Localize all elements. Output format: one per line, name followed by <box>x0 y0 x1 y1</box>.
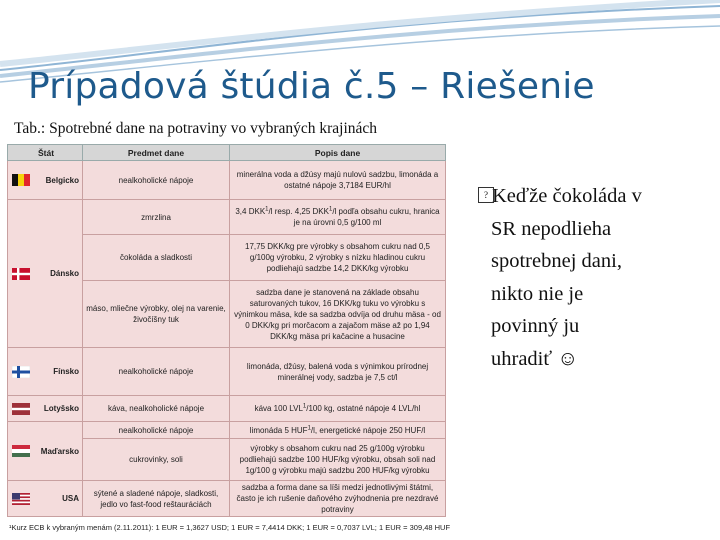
table-row <box>8 396 446 422</box>
latvia-flag-icon <box>12 403 30 415</box>
country-cell <box>8 161 83 200</box>
usa-flag-icon <box>12 493 30 505</box>
country-cell <box>8 348 83 396</box>
table-row <box>8 422 446 439</box>
country-name: USA <box>62 494 79 503</box>
country-name: Fínsko <box>53 367 79 376</box>
description-cell: sadzba dane je stanovená na základe obsahu saturovaných tukov, 16 DKK/kg tuku vo výrobku s výnimkou mäsa, kde sa sadzba odvíja od druhu mäsa - od 0 DKK/kg pri morčacom a zajačom mäse až po 1,94 DKK/kg mäsa pri kačacine a husacine <box>230 281 446 348</box>
country-name: Maďarsko <box>40 446 79 456</box>
bullet-line: uhradiť ☺ <box>491 347 579 370</box>
hungary-flag-icon <box>12 445 30 457</box>
description-cell: limonáda 5 HUF$^1$/l, energetické nápoje 250 HUF/l <box>230 422 446 439</box>
bullet-line: Keďže čokoláda v <box>492 185 642 207</box>
country-cell <box>8 481 83 517</box>
country-name: Belgicko <box>45 175 79 185</box>
subject-cell: máso, mliečne výrobky, olej na varenie, živočíšny tuk <box>83 281 230 348</box>
table-row <box>8 200 446 235</box>
description-cell: minerálna voda a džúsy majú nulovú sadzbu, limonáda a ostatné nápoje 3,7184 EUR/hl <box>230 161 446 200</box>
tax-table <box>7 144 446 517</box>
subject-cell: čokoláda a sladkosti <box>83 235 230 281</box>
description-cell: 17,75 DKK/kg pre výrobky s obsahom cukru nad 0,5 g/100g výrobku, 2 výrobky s nízku hladinou cukru podliehajú sadzbe 14,2 DKK/kg výrobku <box>230 235 446 281</box>
table-row <box>8 161 446 200</box>
header-subject: Predmet dane <box>83 145 230 161</box>
description-cell: sadzba a forma dane sa líši medzi jednotlivými štátmi, často je ich rušenie daňového zvýhodnenia pre nezdravé potraviny <box>230 481 446 517</box>
header-description: Popis dane <box>230 145 446 161</box>
table-footnote: ¹Kurz ECB k vybraným menám (2.11.2011): 1 EUR = 1,3627 USD; 1 EUR = 7,4414 DKK; 1 EUR = 0,7037 LVL; 1 EUR = 309,48 HUF <box>9 523 451 532</box>
tax-table-container <box>7 144 445 536</box>
description-cell: limonáda, džúsy, balená voda s výnimkou prírodnej minerálnej vody, sadzba je 7,5 ct/l <box>230 348 446 396</box>
bullet-line: spotrebnej dani, <box>491 250 622 272</box>
table-row <box>8 348 446 396</box>
country-name: Lotyšsko <box>43 404 79 413</box>
description-cell: výrobky s obsahom cukru nad 25 g/100g výrobku podliehajú sadzbe 100 HUF/kg výrobku, obsah soli nad 1g/100 g výrobku majú sadzbu 200 HUF/kg výrobku <box>230 439 446 481</box>
subject-cell: zmrzlina <box>83 200 230 235</box>
finland-flag-icon <box>12 366 30 378</box>
subject-cell: sýtené a sladené nápoje, sladkosti, jedlo vo fast-food reštauráciách <box>83 481 230 517</box>
header-state: Štát <box>8 145 83 161</box>
country-name: Dánsko <box>50 269 79 278</box>
slide-title: Prípadová štúdia č.5 – Riešenie <box>28 66 595 107</box>
bullet-line: nikto nie je <box>491 282 584 305</box>
bullet-line: povinný ju <box>491 315 580 337</box>
description-cell: káva 100 LVL$^1$/100 kg, ostatné nápoje 4 LVL/hl <box>230 396 446 422</box>
bullet-text-block <box>478 180 708 375</box>
table-caption: Tab.: Spotrebné dane na potraviny vo vybraných krajinách <box>14 120 378 137</box>
description-cell: 3,4 DKK$^1$/l resp. 4,25 DKK$^1$/l podľa obsahu cukru, hranica je na úrovni 0,5 g/100 ml <box>230 200 446 235</box>
subject-cell: nealkoholické nápoje <box>83 161 230 200</box>
bullet-line: SR nepodlieha <box>491 217 612 240</box>
subject-cell: nealkoholické nápoje <box>83 348 230 396</box>
country-cell <box>8 396 83 422</box>
subject-cell: nealkoholické nápoje <box>83 422 230 439</box>
table-row <box>8 481 446 517</box>
belgium-flag-icon <box>12 174 30 186</box>
subject-cell: káva, nealkoholické nápoje <box>83 396 230 422</box>
subject-cell: cukrovinky, soli <box>83 439 230 481</box>
country-cell <box>8 422 83 481</box>
unknown-glyph-icon: ? <box>478 187 494 203</box>
country-cell <box>8 200 83 348</box>
denmark-flag-icon <box>12 268 30 280</box>
